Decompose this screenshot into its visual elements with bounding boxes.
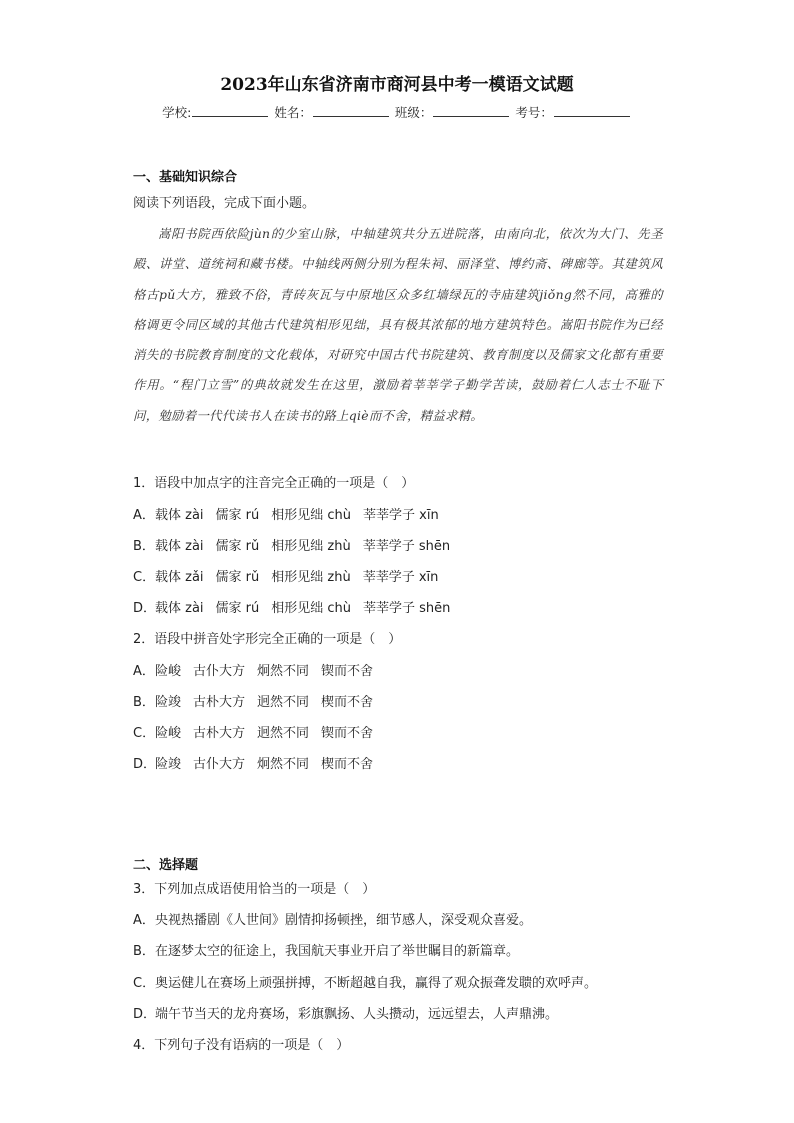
section1-heading: 一、基础知识综合 [133, 170, 238, 185]
q2-option-d[interactable]: D．险竣 古仆大方 炯然不同 楔而不舍 [133, 757, 374, 772]
q3-option-d[interactable]: D．端午节当天的龙舟赛场，彩旗飘扬、人头攒动，远远望去，人声鼎沸。 [133, 1007, 559, 1022]
reading-passage: 嵩阳书院西依险jùn的少室山脉，中轴建筑共分五进院落，由南向北，依次为大门、先圣殿、讲堂、道统祠和藏书楼。中轴线两侧分别为程朱祠、丽泽堂、博约斋、碑廊等。其建筑风格古pǔ大方，雅致不俗，青砖灰瓦与中原地区众多红墙绿瓦的寺庙建筑jiǒng然不同，高雅的格调更令同区域的其他古代建筑相形见绌，具有极其浓郁的地方建筑特色。嵩阳书院作为已经消失的书院教育制度的文化载体，对研究中国古代书院建筑、教育制度以及儒家文化都有重要作用。“程门立雪”的典故就发生在这里，激励着莘莘学子勤学苦读，鼓励着仁人志士不耻下问，勉励着一代代读书人在读书的路上qiè而不舍，精益求精。 [133, 226, 663, 423]
q1-stem: 1．语段中加点字的注音完全正确的一项是（ ） [133, 476, 415, 491]
name-label: 姓名： [274, 105, 312, 120]
section2-heading: 二、选择题 [133, 858, 199, 873]
name-blank[interactable] [313, 104, 389, 117]
q1-option-d[interactable]: D．载体 zài 儒家 rú 相形见绌 chù 莘莘学子 shēn [133, 601, 451, 616]
class-label: 班级： [394, 105, 433, 120]
q2-option-c[interactable]: C．险峻 古朴大方 迥然不同 锲而不舍 [133, 726, 374, 741]
q1-option-a[interactable]: A．载体 zài 儒家 rú 相形见绌 chù 莘莘学子 xīn [133, 508, 439, 523]
school-blank[interactable] [192, 104, 268, 117]
q1-option-b[interactable]: B．载体 zài 儒家 rǔ 相形见绌 zhù 莘莘学子 shēn [133, 539, 451, 554]
q3-option-a[interactable]: A．央视热播剧《人世间》剧情抑扬顿挫，细节感人，深受观众喜爱。 [133, 913, 533, 928]
q3-option-c[interactable]: C．奥运健儿在赛场上顽强拼搏，不断超越自我，赢得了观众振聋发聩的欢呼声。 [133, 976, 598, 991]
q3-option-b[interactable]: B．在逐梦太空的征途上，我国航天事业开启了举世瞩目的新篇章。 [133, 944, 520, 959]
exam-no-blank[interactable] [554, 104, 630, 117]
q1-option-c[interactable]: C．载体 zǎi 儒家 rǔ 相形见绌 zhù 莘莘学子 xīn [133, 570, 439, 585]
page-title: 2023年山东省济南市商河县中考一模语文试题 [220, 75, 574, 95]
q3-stem: 3．下列加点成语使用恰当的一项是（ ） [133, 882, 376, 897]
exam-no-label: 考号： [515, 105, 553, 120]
school-label: 学校: [162, 105, 192, 120]
class-blank[interactable] [433, 104, 509, 117]
section1-intro: 阅读下列语段，完成下面小题。 [133, 196, 316, 211]
q2-stem: 2．语段中拼音处字形完全正确的一项是（ ） [133, 632, 402, 647]
q4-stem: 4．下列句子没有语病的一项是（ ） [133, 1038, 350, 1053]
q2-option-b[interactable]: B．险竣 古朴大方 迥然不同 楔而不舍 [133, 695, 374, 710]
q2-option-a[interactable]: A．险峻 古仆大方 炯然不同 锲而不舍 [133, 664, 374, 679]
student-info-line [0, 103, 794, 121]
